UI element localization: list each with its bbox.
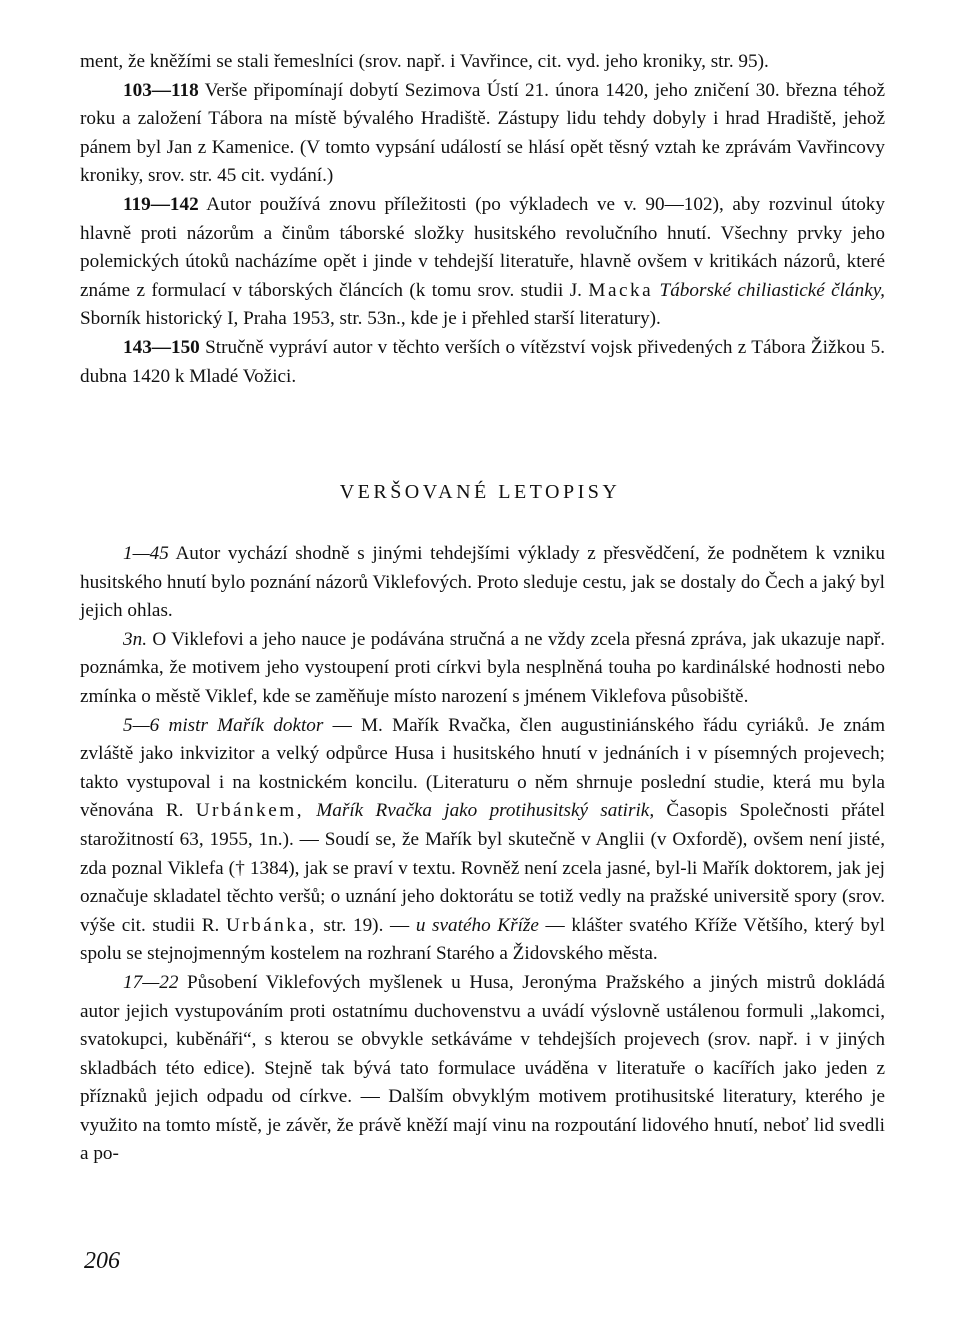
commentary-top: [80, 48, 885, 391]
commentary-letopisy: [80, 540, 885, 1169]
verse-ref: 1—45: [123, 543, 169, 564]
paragraph-continuation: ment, že kněžími se stali řemeslníci (srov. např. i Vavřince, cit. vyd. jeho kroniky, str. 95).: [80, 51, 769, 72]
note-17-22: 17—22 Působení Viklefových myšlenek u Husa, Jeronýma Pražského a jiných mistrů dokládá autor jejich vystupováním proti ostatnímu duchovenstvu a uvádí výslovně ustálenou formuli „lakomci, svatokupci, kuběnáři“, s kterou se obvykle setkáváme v tehdejších projevech (srov. např. i v jiných skladbách této edice). Stejně tak bývá tato formulace uváděna v literatuře o kacířích jako jeden z příznaků jejich odpadu od církve. — Dalším obvyklým motivem protihusitské literatury, kterého je využito na tomto místě, je závěr, že právě kněží mají vinu na rozpoutání lidového hnutí, neboť lid svedli a po-: [80, 971, 885, 1165]
verse-ref: 143—150: [123, 336, 200, 358]
note-143-150: 143—150 Stručně vypráví autor v těchto verších o vítězství vojsk přivedených z Tábora Žižkou 5. dubna 1420 k Mladé Vožici.: [80, 336, 885, 387]
work-title: Táborské chiliastické články,: [653, 279, 885, 301]
verse-ref: 5—6 mistr Mařík doktor: [123, 714, 324, 736]
verse-ref: 119—142: [123, 193, 199, 215]
verse-ref: 3n.: [123, 628, 147, 650]
author-name: Urbánka,: [225, 914, 317, 936]
note-5-6: 5—6 mistr Mařík doktor — M. Mařík Rvačka, člen augustiniánského řádu cyriáků. Je znám zvláště jako inkvizitor a velký odpůrce Husa i husitského hnutí v jednáních i v písemných projevech; takto vystupoval i na kostnickém koncilu. (Literaturu o něm shrnuje poslední studie, která mu byla věnována R. Urbánkem, Mařík Rvačka jako protihusitský satirik, Časopis Společnosti přátel starožitností 63, 1955, 1n.). — Soudí se, že Mařík byl skutečně v Anglii (v Oxfordě), ovšem není jisté, zda poznal Viklefa († 1384), jak se praví v textu. Rovněž není zcela jasné, byl-li Mařík doktorem, jak jej označuje skladatel těchto veršů; o uznání jeho doktorátu se totiž vedly na pražské universitě spory (srov. výše cit. studii R. Urbánka, str. 19). — u svatého Kříže — klášter svatého Kříže Většího, který byl spolu se stejnojmenným kostelem na rozhraní Starého a Židovského města.: [80, 714, 885, 965]
note-119-142: 119—142 Autor používá znovu příležitosti (po výkladech ve v. 90—102), aby rozvinul útoky hlavně proti názorům a činům táborské složky husitského revolučního hnutí. Všechny prvky jeho polemických útoků nacházíme opět i jinde v tehdejší literatuře, hlavně ovšem v kritikách názorů, které známe z formulací v táborských článcích (k tomu srov. studii J. Macka Táborské chiliastické články, Sborník historický I, Praha 1953, str. 53n., kde je i přehled starší literatury).: [80, 193, 885, 330]
verse-ref: u svatého Kříže: [415, 914, 539, 936]
section-heading: VERŠOVANÉ LETOPISY: [339, 481, 621, 503]
note-1-45: 1—45 Autor vychází shodně s jinými tehdejšími výklady z přesvědčení, že podnětem k vzniku husitského hnutí bylo poznání názorů Viklefových. Proto sleduje cestu, jak se dostaly do Čech a jaký byl jejich ohlas.: [80, 543, 885, 622]
author-name: Macka: [588, 279, 654, 301]
note-103-118: 103—118 Verše připomínají dobytí Sezimova Ústí 21. února 1420, jeho zničení 30. března téhož roku a založení Tábora na místě bývalého Hradiště. Zástupy lidu tehdy dobyly i hrad Hradiště, jehož pánem byl Jan z Kamenice. (V tomto vypsání událostí se hlásí opět těsný vztah ke zprávám Vavřincovy kroniky, srov. str. 45 cit. vydání.): [80, 79, 885, 187]
page-number: 206: [84, 1248, 120, 1274]
note-3n: 3n. O Viklefovi a jeho nauce je podávána stručná a ne vždy zcela přesná zpráva, jak ukazuje např. poznámka, že motivem jeho vystoupení proti církvi byla nesplněná touha po kardinálské hodnosti nebo zmínka o městě Viklef, kde se zaměňuje místo narození s jménem Viklefova působiště.: [80, 628, 885, 707]
author-name: Urbánkem,: [195, 800, 304, 822]
verse-ref: 103—118: [123, 79, 199, 101]
work-title: Mařík Rvačka jako protihusitský satirik,: [304, 800, 655, 822]
verse-ref: 17—22: [123, 971, 179, 993]
